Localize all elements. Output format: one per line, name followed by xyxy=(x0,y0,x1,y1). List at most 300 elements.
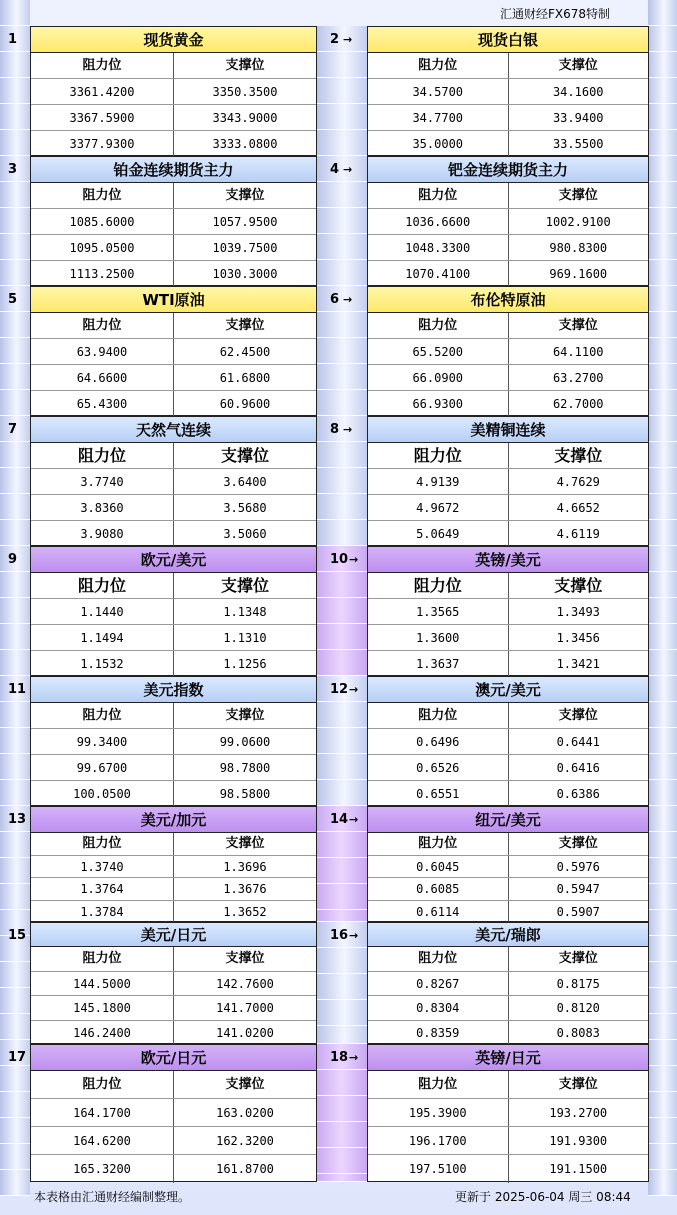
resistance-header: 阻力位 xyxy=(368,183,509,208)
support-header: 支撑位 xyxy=(558,708,598,723)
support-value: 0.5976 xyxy=(556,859,600,874)
instrument-number: 11 xyxy=(8,682,27,697)
instrument-panel xyxy=(367,676,649,806)
support-header: 支撑位 xyxy=(558,58,598,73)
value-row xyxy=(368,651,648,677)
right-gutter-stripe xyxy=(648,988,677,1014)
arrow-right-icon: → xyxy=(349,553,359,566)
resistance-value: 1095.0500 xyxy=(31,235,174,260)
middle-column-stripe xyxy=(316,338,367,364)
left-gutter-stripe xyxy=(0,78,30,104)
resistance-value: 0.8359 xyxy=(368,1021,509,1046)
middle-column-stripe xyxy=(316,1026,367,1044)
column-header-row xyxy=(368,53,648,79)
instrument-title: 纽元/美元 xyxy=(368,807,648,833)
instrument-title: 天然气连续 xyxy=(31,417,316,443)
middle-column-stripe xyxy=(316,442,367,468)
resistance-value: 99.6700 xyxy=(31,755,174,780)
resistance-header: 阻力位 xyxy=(368,703,509,728)
column-header-row xyxy=(31,313,316,339)
support-value: 60.9600 xyxy=(219,397,271,411)
resistance-header: 阻力位 xyxy=(368,947,509,971)
middle-column-stripe xyxy=(316,974,367,1000)
value-row xyxy=(368,365,648,391)
resistance-value: 1070.4100 xyxy=(368,261,509,287)
support-header: 支撑位 xyxy=(225,318,265,333)
instrument-title: 美元指数 xyxy=(31,677,316,703)
column-header-row xyxy=(31,1071,316,1099)
support-value: 1030.3000 xyxy=(212,267,278,281)
instrument-panel xyxy=(30,546,317,676)
support-value: 64.1100 xyxy=(552,345,604,359)
support-header: 支撑位 xyxy=(225,1077,265,1092)
resistance-value: 0.8304 xyxy=(368,996,509,1020)
value-row xyxy=(31,495,316,521)
value-row xyxy=(368,1155,648,1183)
resistance-value: 66.0900 xyxy=(368,365,509,390)
support-value: 1.3696 xyxy=(223,859,267,874)
support-value: 0.6441 xyxy=(556,735,600,749)
instrument-title: 铂金连续期货主力 xyxy=(31,157,316,183)
support-value: 1.3421 xyxy=(556,657,600,671)
value-row xyxy=(368,495,648,521)
value-row xyxy=(31,1021,316,1046)
support-value: 3.5060 xyxy=(223,527,267,541)
support-value: 0.6386 xyxy=(556,787,600,801)
left-gutter-stripe xyxy=(0,52,30,78)
instrument-number: 6 xyxy=(330,292,340,307)
support-value: 161.8700 xyxy=(216,1162,274,1176)
middle-column-stripe xyxy=(316,884,367,910)
support-value: 191.1500 xyxy=(549,1162,608,1176)
resistance-header: 阻力位 xyxy=(368,443,509,468)
value-row xyxy=(31,235,316,261)
resistance-value: 1036.6600 xyxy=(368,209,509,234)
support-value: 1.3652 xyxy=(223,904,267,919)
middle-column-stripe xyxy=(316,156,367,182)
right-gutter-stripe xyxy=(648,494,677,520)
value-row xyxy=(368,729,648,755)
instrument-panel xyxy=(367,26,649,156)
resistance-value: 1048.3300 xyxy=(368,235,509,260)
value-row xyxy=(31,901,316,924)
resistance-value: 65.4300 xyxy=(31,391,174,417)
value-row xyxy=(31,209,316,235)
right-gutter-stripe xyxy=(648,78,677,104)
support-header: 支撑位 xyxy=(554,446,603,465)
support-value: 1057.9500 xyxy=(212,215,278,229)
instrument-number: 3 xyxy=(8,162,18,177)
column-header-row xyxy=(368,313,648,339)
value-row xyxy=(368,261,648,287)
value-row xyxy=(368,996,648,1021)
left-gutter-stripe xyxy=(0,1170,30,1196)
support-value: 1.1256 xyxy=(223,657,267,671)
middle-column-stripe xyxy=(316,624,367,650)
right-gutter-stripe xyxy=(648,338,677,364)
left-gutter-stripe xyxy=(0,572,30,598)
left-gutter-stripe xyxy=(0,702,30,728)
resistance-header: 阻力位 xyxy=(31,947,174,971)
resistance-value: 0.6045 xyxy=(368,856,509,878)
left-gutter-stripe xyxy=(0,988,30,1014)
instrument-number: 7 xyxy=(8,422,18,437)
resistance-value: 100.0500 xyxy=(31,781,174,807)
support-value: 34.1600 xyxy=(552,85,604,99)
middle-column-stripe xyxy=(316,598,367,624)
resistance-value: 0.6085 xyxy=(368,878,509,900)
support-value: 98.7800 xyxy=(219,761,271,775)
middle-column-stripe xyxy=(316,754,367,780)
support-header: 支撑位 xyxy=(225,836,265,851)
support-value: 4.6119 xyxy=(556,527,600,541)
right-gutter-stripe xyxy=(648,936,677,962)
instrument-title: 澳元/美元 xyxy=(368,677,648,703)
right-gutter-stripe xyxy=(648,468,677,494)
support-value: 3.5680 xyxy=(223,501,267,515)
resistance-value: 65.5200 xyxy=(368,339,509,364)
right-gutter-stripe xyxy=(648,286,677,312)
middle-column-stripe xyxy=(316,312,367,338)
column-header-row xyxy=(368,573,648,599)
right-gutter-stripe xyxy=(648,624,677,650)
support-value: 62.4500 xyxy=(219,345,271,359)
resistance-value: 3.9080 xyxy=(31,521,174,547)
left-gutter-stripe xyxy=(0,364,30,390)
support-value: 193.2700 xyxy=(549,1106,608,1120)
instrument-number: 12 xyxy=(330,682,349,697)
right-gutter-stripe xyxy=(648,234,677,260)
value-row xyxy=(368,79,648,105)
middle-column-stripe xyxy=(316,130,367,156)
column-header-row xyxy=(31,947,316,972)
left-gutter-stripe xyxy=(0,1144,30,1170)
left-gutter-stripe xyxy=(0,1066,30,1092)
instrument-title: 欧元/日元 xyxy=(31,1045,316,1071)
resistance-header: 阻力位 xyxy=(31,183,174,208)
middle-column-stripe xyxy=(316,1000,367,1026)
resistance-value: 197.5100 xyxy=(368,1155,509,1183)
value-row xyxy=(31,1155,316,1183)
middle-column-stripe xyxy=(316,1148,367,1174)
support-value: 1.1310 xyxy=(223,631,267,645)
left-gutter-stripe xyxy=(0,1014,30,1040)
support-value: 1.3676 xyxy=(223,882,267,896)
middle-column-stripe xyxy=(316,78,367,104)
instrument-number: 4 xyxy=(330,162,340,177)
support-value: 1002.9100 xyxy=(545,215,611,229)
column-header-row xyxy=(31,833,316,856)
resistance-value: 99.3400 xyxy=(31,729,174,754)
middle-column-stripe xyxy=(316,364,367,390)
resistance-value: 196.1700 xyxy=(368,1127,509,1154)
value-row xyxy=(368,1021,648,1046)
right-gutter-stripe xyxy=(648,52,677,78)
resistance-value: 3.7740 xyxy=(31,469,174,494)
instrument-panel xyxy=(30,676,317,806)
right-gutter-stripe xyxy=(648,702,677,728)
value-row xyxy=(31,878,316,901)
instrument-title: 钯金连续期货主力 xyxy=(368,157,648,183)
resistance-value: 0.6114 xyxy=(368,901,509,924)
middle-column-stripe xyxy=(316,650,367,676)
right-gutter-stripe xyxy=(648,208,677,234)
right-gutter-stripe xyxy=(648,182,677,208)
instrument-number: 9 xyxy=(8,552,18,567)
left-gutter-stripe xyxy=(0,338,30,364)
right-gutter-stripe xyxy=(648,806,677,832)
resistance-value: 1.1532 xyxy=(31,651,174,677)
value-row xyxy=(368,972,648,997)
resistance-header: 阻力位 xyxy=(368,1071,509,1098)
resistance-value: 64.6600 xyxy=(31,365,174,390)
right-gutter-stripe xyxy=(648,1040,677,1066)
right-gutter-stripe xyxy=(648,0,677,26)
value-row xyxy=(31,729,316,755)
column-header-row xyxy=(31,53,316,79)
right-gutter-stripe xyxy=(648,832,677,858)
left-gutter-stripe xyxy=(0,598,30,624)
right-gutter-stripe xyxy=(648,1144,677,1170)
value-row xyxy=(31,469,316,495)
left-gutter-stripe xyxy=(0,832,30,858)
resistance-value: 34.7700 xyxy=(368,105,509,130)
support-value: 1039.7500 xyxy=(212,241,278,255)
resistance-value: 3.8360 xyxy=(31,495,174,520)
support-value: 4.6652 xyxy=(556,501,600,515)
right-gutter-stripe xyxy=(648,312,677,338)
support-header: 支撑位 xyxy=(225,951,265,966)
value-row xyxy=(368,1099,648,1127)
resistance-value: 164.1700 xyxy=(31,1099,174,1126)
arrow-right-icon: → xyxy=(343,33,353,46)
column-header-row xyxy=(368,1071,648,1099)
column-header-row xyxy=(31,183,316,209)
instrument-panel xyxy=(367,416,649,546)
support-value: 0.8175 xyxy=(556,976,600,991)
left-gutter-stripe xyxy=(0,104,30,130)
column-header-row xyxy=(31,443,316,469)
value-row xyxy=(368,878,648,901)
support-value: 3350.3500 xyxy=(212,85,278,99)
right-gutter-stripe xyxy=(648,962,677,988)
arrow-right-icon: → xyxy=(349,929,359,942)
right-gutter-stripe xyxy=(648,1066,677,1092)
resistance-value: 0.6496 xyxy=(368,729,509,754)
middle-column-stripe xyxy=(316,234,367,260)
resistance-value: 0.6551 xyxy=(368,781,509,807)
support-value: 0.5947 xyxy=(556,882,600,896)
column-header-row xyxy=(368,703,648,729)
instrument-number: 17 xyxy=(8,1050,27,1065)
resistance-header: 阻力位 xyxy=(368,573,509,598)
value-row xyxy=(368,469,648,495)
resistance-value: 1.1440 xyxy=(31,599,174,624)
value-row xyxy=(368,901,648,924)
left-gutter-stripe xyxy=(0,234,30,260)
support-header: 支撑位 xyxy=(225,58,265,73)
left-gutter-stripe xyxy=(0,754,30,780)
support-value: 62.7000 xyxy=(552,397,604,411)
left-gutter-stripe xyxy=(0,858,30,884)
instrument-panel xyxy=(367,546,649,676)
middle-column-stripe xyxy=(316,780,367,806)
resistance-value: 195.3900 xyxy=(368,1099,509,1126)
brand-label: 汇通财经FX678特制 xyxy=(500,7,611,21)
right-gutter-stripe xyxy=(648,26,677,52)
left-gutter-stripe xyxy=(0,208,30,234)
support-value: 4.7629 xyxy=(556,475,600,489)
right-gutter-stripe xyxy=(648,1118,677,1144)
resistance-value: 66.9300 xyxy=(368,391,509,417)
value-row xyxy=(368,856,648,879)
right-gutter-stripe xyxy=(648,546,677,572)
middle-column-stripe xyxy=(316,494,367,520)
value-row xyxy=(31,651,316,677)
middle-column-stripe xyxy=(316,1122,367,1148)
resistance-value: 1113.2500 xyxy=(31,261,174,287)
value-row xyxy=(31,625,316,651)
arrow-right-icon: → xyxy=(349,813,359,826)
support-header: 支撑位 xyxy=(554,576,603,595)
arrow-right-icon: → xyxy=(343,163,353,176)
left-gutter-stripe xyxy=(0,468,30,494)
instrument-panel xyxy=(30,1044,317,1182)
value-row xyxy=(368,755,648,781)
support-header: 支撑位 xyxy=(220,576,269,595)
instrument-title: 英镑/日元 xyxy=(368,1045,648,1071)
middle-column-stripe xyxy=(316,104,367,130)
instrument-number: 13 xyxy=(8,812,27,827)
left-gutter-stripe xyxy=(0,312,30,338)
value-row xyxy=(368,339,648,365)
instrument-number: 2 xyxy=(330,32,340,47)
instrument-number: 8 xyxy=(330,422,340,437)
left-gutter-stripe xyxy=(0,442,30,468)
value-row xyxy=(368,521,648,547)
left-gutter-stripe xyxy=(0,1092,30,1118)
right-gutter-stripe xyxy=(648,858,677,884)
left-gutter-stripe xyxy=(0,884,30,910)
instrument-number: 5 xyxy=(8,292,18,307)
resistance-value: 1.3565 xyxy=(368,599,509,624)
resistance-value: 5.0649 xyxy=(368,521,509,547)
middle-column-stripe xyxy=(316,520,367,546)
support-value: 0.8083 xyxy=(556,1025,600,1040)
resistance-value: 35.0000 xyxy=(368,131,509,157)
resistance-header: 阻力位 xyxy=(31,833,174,855)
instrument-panel xyxy=(367,922,649,1044)
support-value: 0.6416 xyxy=(556,761,600,775)
support-value: 191.9300 xyxy=(549,1134,608,1148)
middle-column-stripe xyxy=(316,1070,367,1096)
value-row xyxy=(368,131,648,157)
column-header-row xyxy=(368,443,648,469)
value-row xyxy=(368,105,648,131)
value-row xyxy=(31,261,316,287)
resistance-header: 阻力位 xyxy=(368,53,509,78)
support-value: 63.2700 xyxy=(552,371,604,385)
support-header: 支撑位 xyxy=(225,708,265,723)
left-gutter-stripe xyxy=(0,182,30,208)
right-gutter-stripe xyxy=(648,1014,677,1040)
left-gutter-stripe xyxy=(0,780,30,806)
arrow-right-icon: → xyxy=(343,293,353,306)
instrument-panel xyxy=(367,806,649,922)
instrument-number: 10 xyxy=(330,552,349,567)
arrow-right-icon: → xyxy=(349,683,359,696)
support-header: 支撑位 xyxy=(558,188,598,203)
middle-column-stripe xyxy=(316,910,367,922)
instrument-title: 美精铜连续 xyxy=(368,417,648,443)
left-gutter-stripe xyxy=(0,962,30,988)
support-value: 163.0200 xyxy=(216,1106,274,1120)
right-gutter-stripe xyxy=(648,754,677,780)
resistance-value: 165.3200 xyxy=(31,1155,174,1183)
middle-column-stripe xyxy=(316,1096,367,1122)
left-gutter-stripe xyxy=(0,1118,30,1144)
arrow-right-icon: → xyxy=(343,423,353,436)
resistance-value: 146.2400 xyxy=(31,1021,174,1046)
middle-column-stripe xyxy=(316,572,367,598)
value-row xyxy=(31,996,316,1021)
instrument-number: 15 xyxy=(8,928,27,943)
value-row xyxy=(31,1127,316,1155)
resistance-value: 1.3764 xyxy=(31,878,174,900)
value-row xyxy=(31,365,316,391)
right-gutter-stripe xyxy=(648,364,677,390)
resistance-header: 阻力位 xyxy=(31,573,174,598)
resistance-value: 0.6526 xyxy=(368,755,509,780)
value-row xyxy=(368,391,648,417)
instrument-number: 18 xyxy=(330,1050,349,1065)
column-header-row xyxy=(31,573,316,599)
right-gutter-stripe xyxy=(648,572,677,598)
middle-column-stripe xyxy=(316,286,367,312)
instrument-number: 16 xyxy=(330,928,349,943)
left-gutter-stripe xyxy=(0,390,30,416)
right-gutter-stripe xyxy=(648,520,677,546)
left-gutter-stripe xyxy=(0,650,30,676)
value-row xyxy=(31,755,316,781)
support-header: 支撑位 xyxy=(558,836,598,851)
right-gutter-stripe xyxy=(648,650,677,676)
value-row xyxy=(31,79,316,105)
value-row xyxy=(31,856,316,879)
resistance-value: 1.1494 xyxy=(31,625,174,650)
resistance-value: 34.5700 xyxy=(368,79,509,104)
left-gutter-stripe xyxy=(0,260,30,286)
resistance-header: 阻力位 xyxy=(31,53,174,78)
resistance-header: 阻力位 xyxy=(31,443,174,468)
middle-column-stripe xyxy=(316,832,367,858)
support-value: 1.1348 xyxy=(223,605,267,619)
support-value: 980.8300 xyxy=(549,241,608,255)
support-value: 162.3200 xyxy=(216,1134,274,1148)
support-value: 33.5500 xyxy=(552,137,604,151)
column-header-row xyxy=(368,183,648,209)
column-header-row xyxy=(368,947,648,972)
value-row xyxy=(31,781,316,807)
right-gutter-stripe xyxy=(648,260,677,286)
middle-column-stripe xyxy=(316,390,367,416)
value-row xyxy=(368,781,648,807)
right-gutter-stripe xyxy=(648,442,677,468)
resistance-value: 1.3600 xyxy=(368,625,509,650)
right-gutter-stripe xyxy=(648,676,677,702)
resistance-value: 0.8267 xyxy=(368,972,509,996)
right-gutter-stripe xyxy=(648,598,677,624)
